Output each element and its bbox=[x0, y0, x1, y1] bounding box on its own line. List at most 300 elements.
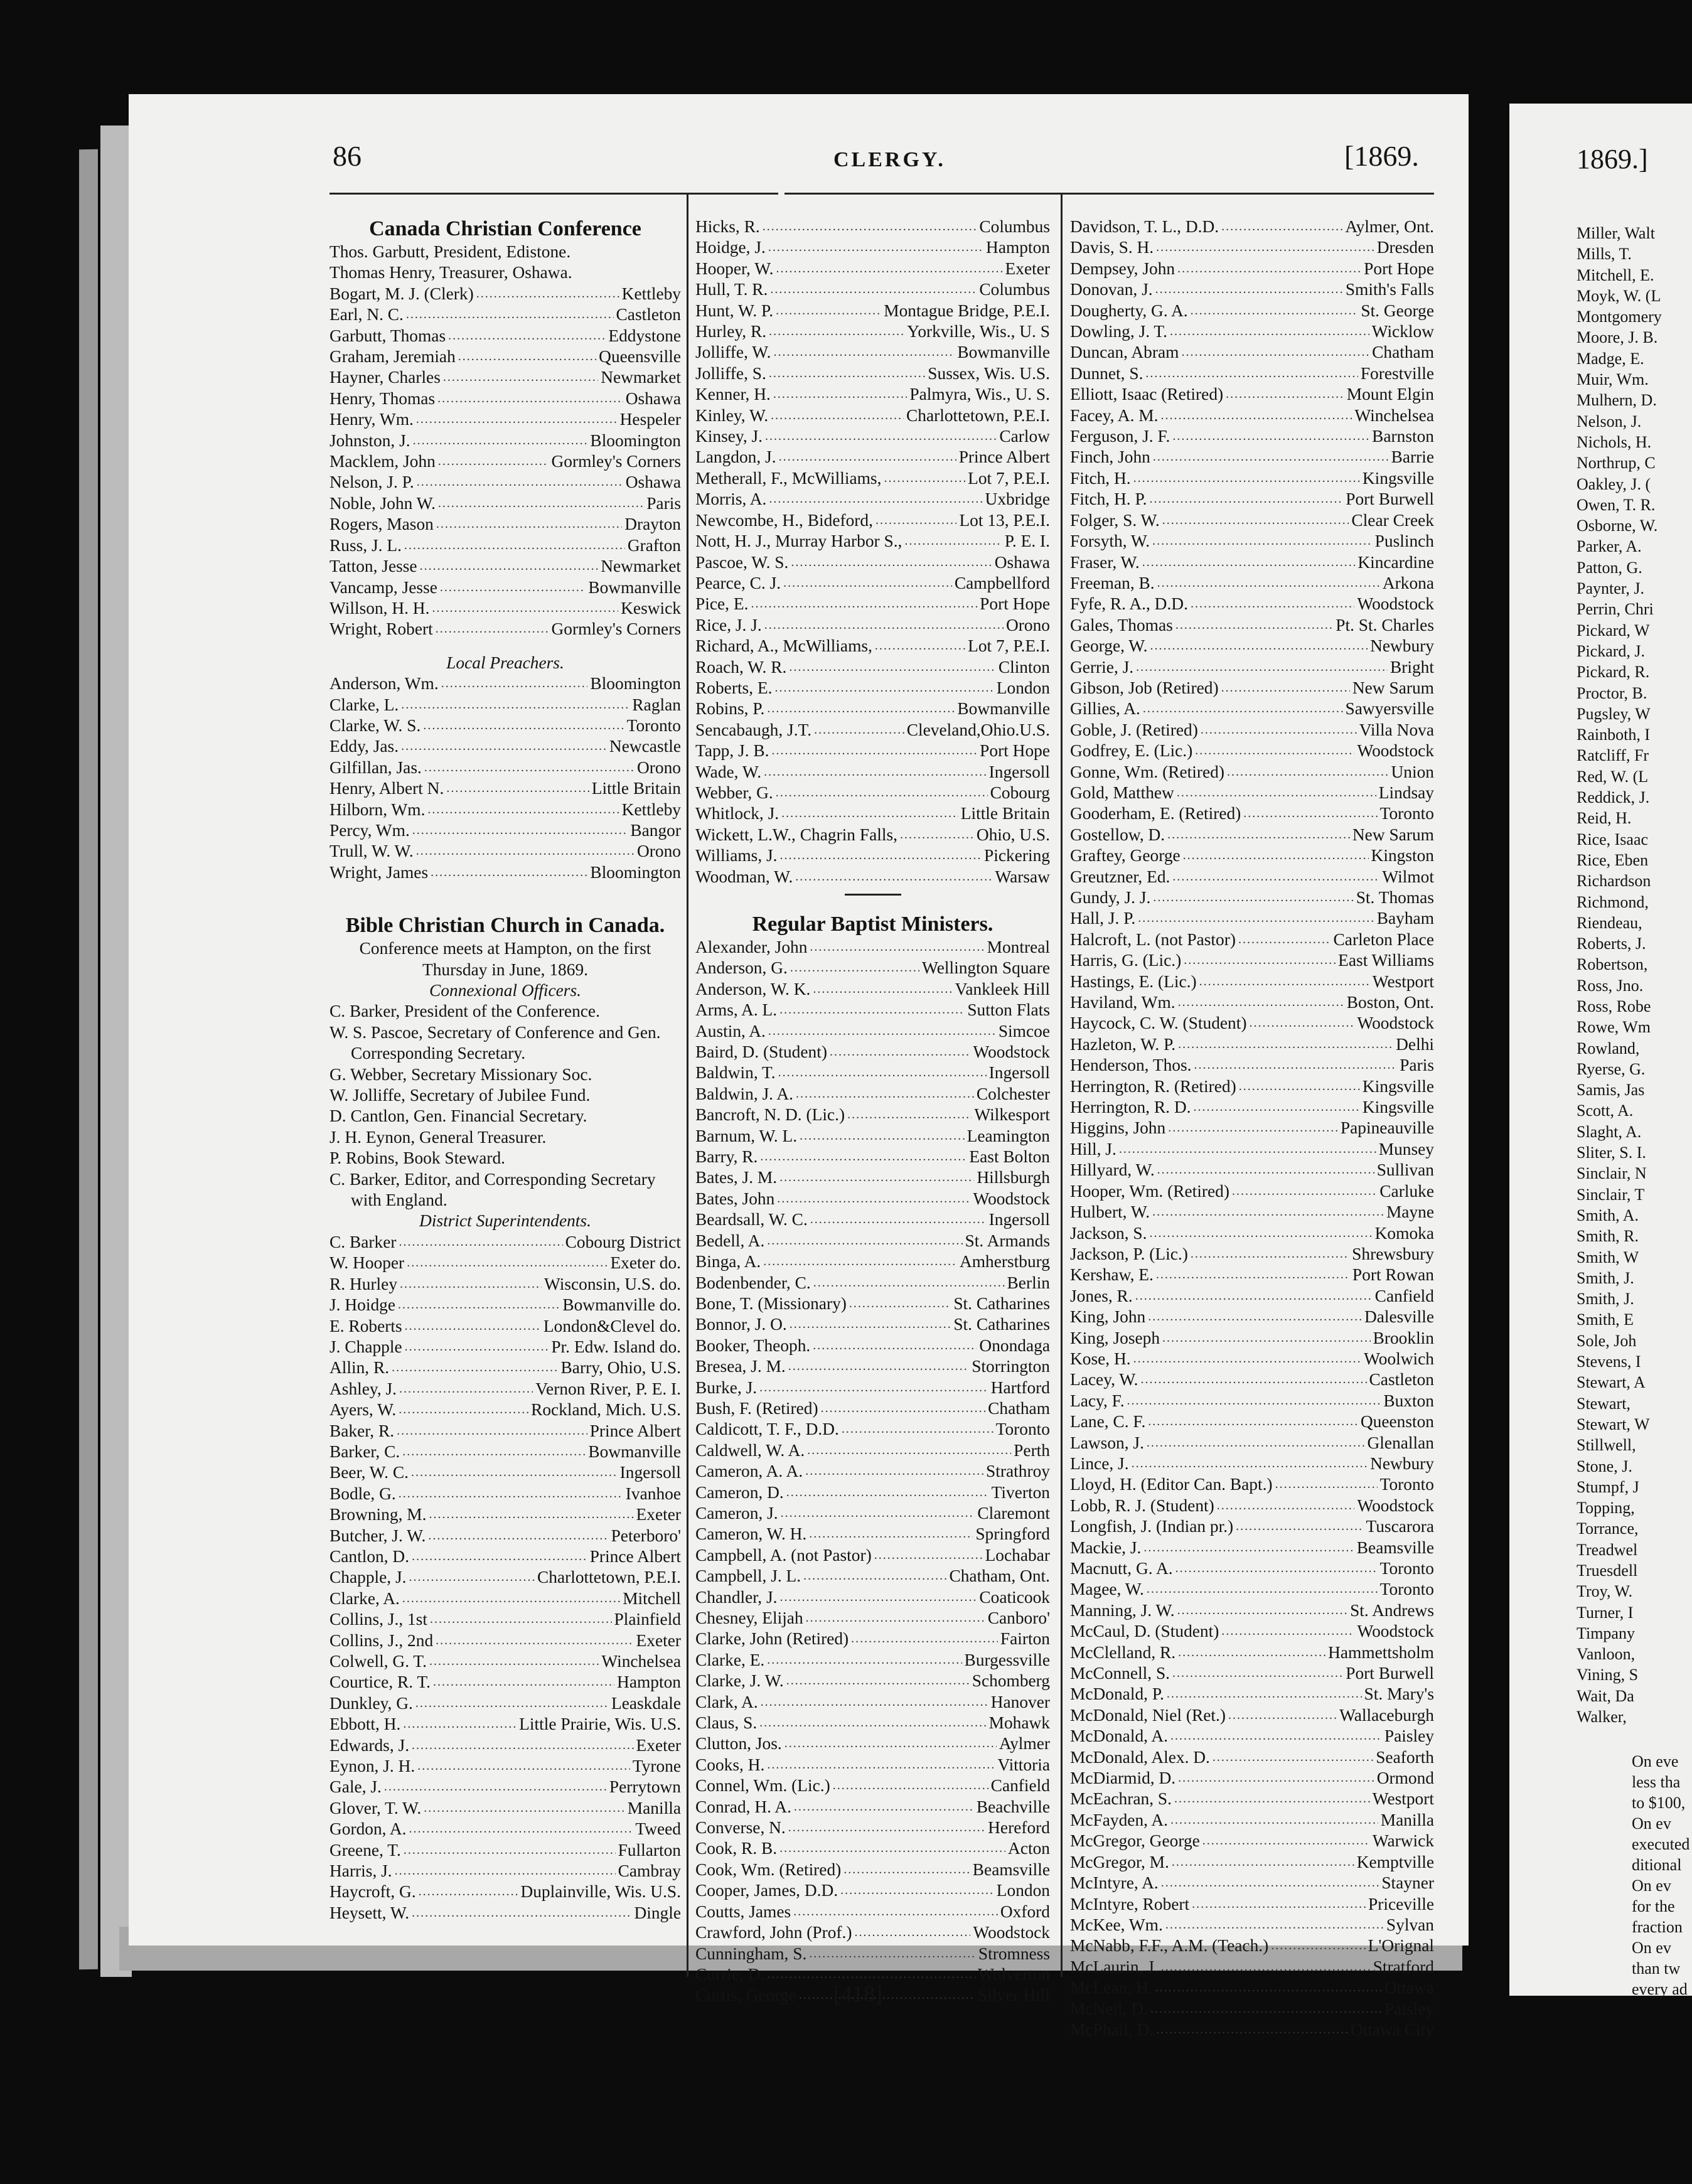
entry-place: Beachville bbox=[976, 1797, 1050, 1816]
entry-place: Manilla bbox=[1380, 1810, 1434, 1829]
entry-name: Forsyth, W. bbox=[1070, 532, 1150, 551]
directory-entry bbox=[329, 715, 681, 736]
leader-dots bbox=[1162, 510, 1349, 531]
leader-dots bbox=[436, 514, 622, 535]
leader-dots bbox=[814, 720, 904, 741]
directory-entry bbox=[1070, 720, 1434, 741]
right-page-entry: Vining, S bbox=[1577, 1666, 1639, 1684]
leader-dots bbox=[1150, 1223, 1373, 1244]
directory-entry bbox=[695, 1336, 1050, 1356]
leader-dots bbox=[1143, 699, 1343, 719]
directory-entry bbox=[1070, 636, 1434, 656]
directory-entry bbox=[695, 720, 1050, 741]
entry-place: Strathroy bbox=[986, 1462, 1050, 1481]
entry-name: Binga, A. bbox=[695, 1252, 761, 1271]
right-page-entry: Richmond, bbox=[1577, 892, 1649, 911]
directory-entry bbox=[695, 1273, 1050, 1293]
entry-place: Carluke bbox=[1379, 1181, 1434, 1201]
entry-place: Chatham, Ont. bbox=[949, 1566, 1050, 1586]
entry-place: Hespeler bbox=[619, 410, 681, 429]
directory-entry bbox=[1070, 426, 1434, 447]
leader-dots bbox=[796, 1084, 974, 1105]
entry-name: Macnutt, G. A. bbox=[1070, 1559, 1173, 1578]
leader-dots bbox=[1183, 845, 1369, 866]
directory-entry bbox=[329, 1295, 681, 1315]
leader-dots bbox=[773, 342, 955, 363]
entry-name: Herrington, R. (Retired) bbox=[1070, 1076, 1236, 1096]
leader-dots bbox=[1275, 1474, 1378, 1495]
entry-place: Newmarket bbox=[601, 368, 681, 387]
officer-line: J. H. Eynon, General Treasurer. bbox=[329, 1127, 547, 1147]
directory-entry bbox=[695, 636, 1050, 656]
leader-dots bbox=[764, 762, 987, 783]
leader-dots bbox=[767, 1231, 962, 1251]
entry-name: Hulbert, W. bbox=[1070, 1202, 1150, 1222]
entry-name: Hastings, E. (Lic.) bbox=[1070, 972, 1197, 991]
leader-dots bbox=[1152, 1202, 1384, 1223]
leader-dots bbox=[779, 1838, 1005, 1859]
right-page-entry: Osborne, W. bbox=[1577, 517, 1658, 535]
entry-place: Palmyra, Wis., U. S. bbox=[909, 385, 1050, 404]
directory-entry bbox=[695, 1167, 1050, 1188]
leader-dots bbox=[399, 1484, 623, 1504]
entry-place: East Bolton bbox=[969, 1147, 1050, 1167]
directory-entry bbox=[329, 1337, 681, 1357]
directory-entry bbox=[1070, 259, 1434, 279]
leader-dots bbox=[1148, 1411, 1358, 1432]
entry-name: Earl, N. C. bbox=[329, 305, 404, 324]
directory-entry bbox=[329, 1630, 681, 1651]
leader-dots bbox=[438, 493, 644, 514]
leader-dots bbox=[1227, 762, 1389, 783]
directory-entry bbox=[329, 619, 681, 640]
leader-dots bbox=[1170, 1726, 1382, 1747]
directory-entry bbox=[695, 1293, 1050, 1314]
entry-place: Warsaw bbox=[995, 867, 1050, 886]
entry-place: Toronto bbox=[1379, 1580, 1434, 1599]
entry-place: Hereford bbox=[988, 1818, 1050, 1838]
leader-dots bbox=[1167, 1684, 1362, 1705]
leader-dots bbox=[1177, 1600, 1347, 1621]
right-page-entry: Mulhern, D. bbox=[1577, 391, 1657, 410]
leader-dots bbox=[1238, 929, 1331, 950]
leader-dots bbox=[402, 1442, 586, 1462]
right-page-entry: Owen, T. R. bbox=[1577, 495, 1656, 514]
entry-name: Dunnet, S. bbox=[1070, 363, 1143, 383]
entry-place: London bbox=[996, 1881, 1050, 1900]
directory-entry bbox=[695, 342, 1050, 363]
entry-name: Bresea, J. M. bbox=[695, 1357, 786, 1376]
entry-place: St. Andrews bbox=[1350, 1600, 1434, 1620]
entry-place: Canboro' bbox=[987, 1609, 1050, 1627]
leader-dots bbox=[786, 1482, 989, 1503]
entry-name: Macklem, John bbox=[329, 452, 436, 471]
directory-entry bbox=[695, 1042, 1050, 1063]
leader-dots bbox=[781, 803, 958, 824]
entry-name: Whitlock, J. bbox=[695, 804, 779, 823]
entry-place: Dalesville bbox=[1364, 1307, 1434, 1327]
directory-entry bbox=[329, 1798, 681, 1819]
directory-entry bbox=[1070, 1139, 1434, 1160]
leader-dots bbox=[770, 279, 977, 300]
entry-name: Cook, R. B. bbox=[695, 1839, 778, 1858]
entry-name: Clutton, Jos. bbox=[695, 1734, 782, 1753]
entry-name: Hazleton, W. P. bbox=[1070, 1034, 1176, 1054]
directory-entry bbox=[329, 409, 681, 430]
entry-place: New Sarum bbox=[1352, 678, 1434, 697]
leader-dots bbox=[424, 757, 634, 778]
entry-name: Dunkley, G. bbox=[329, 1693, 413, 1713]
entry-name: Trull, W. W. bbox=[329, 842, 414, 861]
entry-place: Woodstock bbox=[1357, 1496, 1434, 1515]
entry-name: Clarke, A. bbox=[329, 1588, 400, 1608]
entry-name: Collins, J., 1st bbox=[329, 1610, 428, 1629]
entry-place: Kingsville bbox=[1362, 1098, 1434, 1117]
subsection-heading: District Superintendents. bbox=[419, 1211, 591, 1231]
leader-dots bbox=[1157, 573, 1380, 594]
entry-name: Hull, T. R. bbox=[695, 280, 768, 299]
directory-entry bbox=[1070, 1978, 1434, 1998]
entry-name: Ayers, W. bbox=[329, 1400, 397, 1420]
directory-entry bbox=[695, 573, 1050, 594]
leader-dots bbox=[842, 1419, 993, 1440]
right-page-entry: Wait, Da bbox=[1577, 1686, 1634, 1705]
officer-line: Thomas Henry, Treasurer, Oshawa. bbox=[329, 263, 572, 282]
leader-dots bbox=[794, 1797, 974, 1817]
directory-entry bbox=[1070, 1873, 1434, 1893]
entry-place: Montague Bridge, P.E.I. bbox=[884, 301, 1050, 320]
entry-name: Baker, R. bbox=[329, 1421, 395, 1440]
entry-name: Haycroft, G. bbox=[329, 1882, 416, 1902]
leader-dots bbox=[813, 979, 952, 1000]
entry-name: Kershaw, E. bbox=[1070, 1265, 1154, 1285]
directory-entry bbox=[695, 867, 1050, 887]
leader-dots bbox=[807, 1440, 1011, 1461]
directory-entry bbox=[695, 762, 1050, 783]
entry-name: Pearce, C. J. bbox=[695, 573, 781, 592]
leader-dots bbox=[427, 800, 619, 820]
leader-dots bbox=[1221, 217, 1342, 237]
directory-entry bbox=[329, 757, 681, 778]
right-page-entry: Torrance, bbox=[1577, 1519, 1639, 1538]
entry-place: Aylmer, Ont. bbox=[1345, 217, 1434, 236]
entry-name: Allin, R. bbox=[329, 1358, 390, 1378]
entry-place: Vernon River, P. E. I. bbox=[535, 1379, 681, 1398]
entry-place: St. George bbox=[1361, 301, 1434, 320]
directory-entry bbox=[329, 1840, 681, 1861]
entry-name: Wickett, L.W., Chagrin Falls, bbox=[695, 825, 897, 844]
entry-place: Pt. St. Charles bbox=[1336, 615, 1434, 634]
leader-dots bbox=[399, 1400, 528, 1420]
leader-dots bbox=[404, 535, 625, 556]
leader-dots bbox=[851, 1629, 998, 1649]
right-page-entry: Rowe, Wm bbox=[1577, 1018, 1651, 1037]
entry-place: Toronto bbox=[1379, 1475, 1434, 1494]
entry-place: Bangor bbox=[630, 820, 681, 840]
entry-name: Henry, Albert N. bbox=[329, 779, 444, 798]
entry-place: Woodstock bbox=[1357, 594, 1434, 614]
directory-entry bbox=[1070, 1223, 1434, 1244]
entry-name: Metherall, F., McWilliams, bbox=[695, 468, 882, 488]
leader-dots bbox=[1191, 594, 1355, 614]
leader-dots bbox=[436, 1630, 633, 1651]
entry-place: Wilmot bbox=[1382, 867, 1434, 886]
directory-entry bbox=[695, 699, 1050, 719]
entry-name: Heysett, W. bbox=[329, 1903, 410, 1922]
leader-dots bbox=[401, 695, 629, 715]
entry-place: Bowmanville bbox=[957, 343, 1050, 362]
directory-entry bbox=[695, 657, 1050, 678]
directory-entry bbox=[1070, 1999, 1434, 2020]
entry-place: Stromness bbox=[978, 1944, 1050, 1963]
entry-place: Ingersoll bbox=[988, 1210, 1050, 1229]
entry-name: Longfish, J. (Indian pr.) bbox=[1070, 1517, 1234, 1536]
entry-name: E. Roberts bbox=[329, 1316, 402, 1336]
directory-entry bbox=[695, 426, 1050, 447]
leader-dots bbox=[783, 573, 952, 594]
directory-entry bbox=[1070, 762, 1434, 783]
page-number: 86 bbox=[333, 140, 361, 172]
entry-place: Port Hope bbox=[1364, 259, 1434, 278]
directory-entry bbox=[1070, 301, 1434, 321]
entry-name: Gooderham, E. (Retired) bbox=[1070, 804, 1241, 823]
entry-name: Jackson, S. bbox=[1070, 1223, 1147, 1243]
directory-entry bbox=[1070, 1411, 1434, 1432]
officer-line: C. Barker, Editor, and Corresponding Secretary with England. bbox=[329, 1169, 656, 1210]
entry-name: Newcombe, H., Bideford, bbox=[695, 510, 873, 530]
leader-dots bbox=[874, 1545, 983, 1566]
directory-entry bbox=[1070, 1034, 1434, 1055]
entry-name: Graham, Jeremiah bbox=[329, 347, 456, 367]
leader-dots bbox=[779, 447, 956, 468]
entry-place: Dingle bbox=[634, 1903, 681, 1922]
leader-dots bbox=[1162, 1328, 1371, 1349]
entry-place: Little Britain bbox=[591, 779, 681, 798]
entry-name: Beardsall, W. C. bbox=[695, 1210, 808, 1229]
leader-dots bbox=[1156, 1265, 1350, 1285]
leader-dots bbox=[397, 1421, 587, 1442]
leader-dots bbox=[413, 431, 588, 451]
directory-entry bbox=[1070, 1642, 1434, 1663]
leader-dots bbox=[1221, 1621, 1354, 1642]
leader-dots bbox=[1177, 783, 1376, 803]
leader-dots bbox=[779, 1167, 974, 1188]
directory-entry bbox=[695, 405, 1050, 426]
entry-name: Dempsey, John bbox=[1070, 259, 1175, 278]
leader-dots bbox=[847, 1105, 972, 1125]
entry-name: Morris, A. bbox=[695, 490, 767, 509]
entry-place: Charlottetown, P.E.I. bbox=[537, 1568, 681, 1587]
directory-entry bbox=[1070, 1307, 1434, 1327]
entry-place: Lot 7, P.E.I. bbox=[968, 636, 1050, 656]
entry-place: Barnston bbox=[1372, 427, 1434, 446]
directory-entry bbox=[1070, 1453, 1434, 1474]
entry-place: Cambray bbox=[618, 1861, 681, 1881]
leader-dots bbox=[416, 841, 634, 862]
right-page-entry: Scott, A. bbox=[1577, 1101, 1634, 1120]
entry-place: Berlin bbox=[1007, 1273, 1050, 1292]
entry-place: Mitchell bbox=[623, 1588, 681, 1608]
entry-place: Vankleek Hill bbox=[955, 979, 1050, 998]
leader-dots bbox=[781, 1503, 975, 1524]
leader-dots bbox=[1147, 1433, 1365, 1453]
entry-place: Westport bbox=[1372, 972, 1434, 991]
entry-place: Queensville bbox=[599, 347, 681, 367]
entry-place: Paris bbox=[1400, 1056, 1434, 1075]
entry-name: Edwards, J. bbox=[329, 1735, 410, 1755]
leader-dots bbox=[1217, 1496, 1355, 1516]
directory-entry bbox=[1070, 992, 1434, 1013]
leader-dots bbox=[751, 594, 977, 614]
entry-name: Rice, J. J. bbox=[695, 615, 762, 634]
entry-name: Rogers, Mason bbox=[329, 515, 434, 534]
leader-dots bbox=[803, 1566, 946, 1587]
entry-name: Bates, John bbox=[695, 1189, 775, 1208]
right-page-entry: Samis, Jas bbox=[1577, 1081, 1645, 1100]
entry-place: Bloomington bbox=[590, 862, 681, 882]
entry-name: Dougherty, G. A. bbox=[1070, 301, 1188, 320]
directory-entry bbox=[329, 514, 681, 535]
book-gutter bbox=[1472, 94, 1506, 1971]
directory-entry bbox=[695, 1524, 1050, 1544]
right-page-entry: Nelson, J. bbox=[1577, 412, 1642, 431]
entry-name: Haycock, C. W. (Student) bbox=[1070, 1014, 1247, 1033]
entry-name: McNabb, F.F., A.M. (Teach.) bbox=[1070, 1936, 1269, 1956]
directory-entry bbox=[1070, 867, 1434, 887]
leader-dots bbox=[392, 1357, 558, 1378]
entry-place: Bowmanville bbox=[957, 699, 1050, 719]
entry-name: R. Hurley bbox=[329, 1274, 398, 1293]
directory-entry bbox=[695, 1000, 1050, 1020]
right-page-entry: Turner, I bbox=[1577, 1603, 1634, 1622]
right-page-entry: Moyk, W. (L bbox=[1577, 286, 1661, 305]
right-page-entry: Stumpf, J bbox=[1577, 1477, 1639, 1496]
entry-name: Lawson, J. bbox=[1070, 1433, 1144, 1452]
entry-place: Newbury bbox=[1370, 636, 1434, 656]
directory-entry bbox=[329, 1442, 681, 1462]
entry-place: St. Thomas bbox=[1356, 888, 1434, 907]
entry-name: Lane, C. F. bbox=[1070, 1412, 1146, 1432]
leader-dots bbox=[780, 1587, 977, 1608]
entry-name: Hilborn, Wm. bbox=[329, 800, 426, 819]
leader-dots bbox=[1232, 1181, 1377, 1202]
right-page-entry: Sole, Joh bbox=[1577, 1331, 1637, 1350]
entry-place: Tweed bbox=[635, 1819, 681, 1839]
leader-dots bbox=[412, 1546, 587, 1567]
entry-name: Clark, A. bbox=[695, 1692, 758, 1711]
leader-dots bbox=[793, 1902, 998, 1922]
entry-name: Robins, P. bbox=[695, 699, 765, 719]
entry-place: Forestville bbox=[1360, 363, 1434, 383]
footer-page-number: [418] bbox=[833, 1981, 882, 2006]
directory-entry bbox=[1070, 741, 1434, 761]
entry-name: Kose, H. bbox=[1070, 1349, 1131, 1368]
directory-entry bbox=[695, 510, 1050, 531]
leader-dots bbox=[424, 1798, 625, 1819]
leader-dots bbox=[1178, 1034, 1393, 1055]
leader-dots bbox=[1152, 531, 1373, 552]
directory-entry bbox=[1070, 1538, 1434, 1558]
entry-place: Sullivan bbox=[1376, 1160, 1434, 1180]
leader-dots bbox=[1156, 2020, 1348, 2040]
entry-name: King, John bbox=[1070, 1307, 1146, 1327]
directory-entry bbox=[329, 1777, 681, 1797]
directory-entry bbox=[695, 783, 1050, 803]
entry-name: Finch, John bbox=[1070, 447, 1150, 467]
directory-entry bbox=[1070, 1915, 1434, 1935]
entry-name: Clarke, E. bbox=[695, 1650, 765, 1669]
right-page-entry: Patton, G. bbox=[1577, 558, 1642, 577]
leader-dots bbox=[1161, 1873, 1379, 1893]
entry-place: Queenston bbox=[1360, 1412, 1434, 1432]
right-page-entry: Truesdell bbox=[1577, 1561, 1638, 1580]
leader-dots bbox=[759, 1713, 986, 1733]
leader-dots bbox=[795, 867, 992, 887]
entry-name: Campbell, J. L. bbox=[695, 1566, 801, 1586]
directory-entry bbox=[329, 1756, 681, 1777]
spacer bbox=[329, 640, 681, 653]
leader-dots bbox=[1141, 1369, 1367, 1390]
entry-name: Collins, J., 2nd bbox=[329, 1630, 434, 1650]
entry-place: Schomberg bbox=[972, 1671, 1050, 1691]
entry-name: Noble, John W. bbox=[329, 493, 436, 513]
entry-name: Bedell, A. bbox=[695, 1231, 765, 1250]
entry-name: Hill, J. bbox=[1070, 1139, 1116, 1159]
entry-name: Haviland, Wm. bbox=[1070, 993, 1175, 1012]
entry-name: Cooper, James, D.D. bbox=[695, 1881, 838, 1900]
directory-entry bbox=[329, 1819, 681, 1839]
leader-dots bbox=[813, 1336, 977, 1356]
leader-dots bbox=[1177, 259, 1361, 279]
entry-place: Cobourg bbox=[990, 783, 1050, 802]
entry-name: Hall, J. P. bbox=[1070, 909, 1136, 928]
entry-place: Plainfield bbox=[614, 1610, 681, 1629]
entry-name: McIntyre, Robert bbox=[1070, 1894, 1190, 1914]
directory-entry bbox=[1070, 1202, 1434, 1223]
directory-entry bbox=[329, 695, 681, 715]
entry-name: Greene, T. bbox=[329, 1840, 401, 1860]
right-page-entry: Paynter, J. bbox=[1577, 579, 1644, 598]
entry-name: Barry, R. bbox=[695, 1147, 758, 1167]
entry-place: Dresden bbox=[1376, 238, 1434, 257]
leader-dots bbox=[1167, 825, 1350, 845]
entry-place: Bright bbox=[1389, 657, 1434, 677]
column-divider bbox=[1061, 195, 1063, 1977]
directory-entry bbox=[695, 1084, 1050, 1105]
right-page-names bbox=[1577, 223, 1662, 1727]
entry-place: Mount Elgin bbox=[1346, 385, 1434, 404]
entry-name: Fyfe, R. A., D.D. bbox=[1070, 594, 1188, 614]
leader-dots bbox=[1172, 1663, 1343, 1684]
entry-place: Union bbox=[1391, 762, 1434, 781]
directory-entry bbox=[695, 1650, 1050, 1671]
right-page-entry: Timpany bbox=[1577, 1624, 1635, 1642]
right-page-entry: Nichols, H. bbox=[1577, 432, 1652, 451]
entry-name: Currie, D. bbox=[695, 1964, 765, 1984]
entry-place: Bowmanville bbox=[588, 577, 681, 597]
leader-dots bbox=[875, 636, 965, 656]
leader-dots bbox=[809, 1944, 976, 1964]
entry-place: Wolverton bbox=[978, 1964, 1050, 1984]
directory-entry bbox=[695, 217, 1050, 237]
entry-name: Godfrey, E. (Lic.) bbox=[1070, 741, 1193, 761]
directory-entry bbox=[1070, 321, 1434, 342]
directory-entry bbox=[1070, 531, 1434, 552]
entry-place: Gormley's Corners bbox=[551, 619, 681, 639]
entry-name: Bodle, G. bbox=[329, 1484, 396, 1503]
entry-name: Coutts, James bbox=[695, 1902, 791, 1921]
leader-dots bbox=[1199, 972, 1370, 992]
